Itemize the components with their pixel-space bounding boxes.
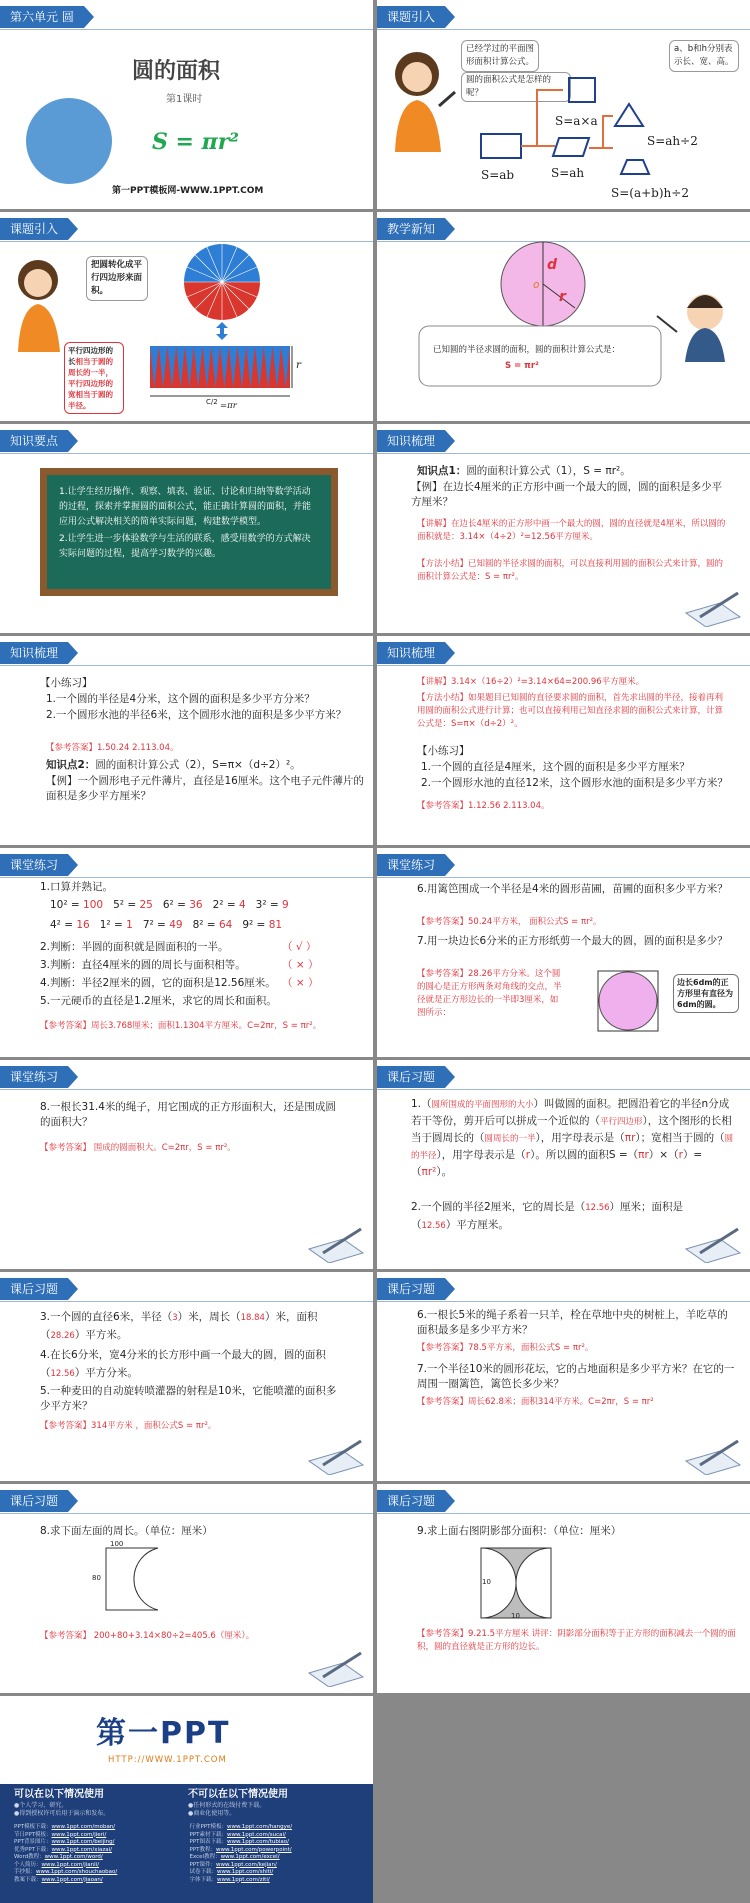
slide-new-knowledge (377, 212, 750, 421)
practice-answer: 【参考答案】1.12.56 2.113.04。 (417, 801, 550, 811)
slide-cover (0, 0, 373, 209)
slide-knowledge-3 (377, 636, 750, 845)
cover-title: 圆的面积 (132, 59, 221, 84)
link-row (190, 1832, 359, 1840)
slide-class-practice-2 (377, 848, 750, 1057)
hw-q6: 6.一根长5米的绳子系着一只羊，栓在草地中央的树桩上，羊吃草的面积最多是多少平方米？ (417, 1309, 728, 1336)
bubble-explain-a: 平行四边形的长 (68, 346, 113, 366)
base-frac: C/2 (206, 398, 218, 406)
height-label: r (296, 359, 302, 371)
practice-q2: 2.一个圆形水池的直径12米，这个圆形水池的面积是多少平方米？ (421, 777, 728, 789)
link-label: 字体下载： (189, 1876, 218, 1883)
judge-a3: （ × ） (282, 959, 319, 971)
slide-intro-2 (0, 212, 373, 421)
link-label: 手抄报： (14, 1869, 37, 1875)
hw-q8: 8.求下面左面的周长。（单位：厘米） (40, 1525, 213, 1537)
formula-rect: S=ab (481, 168, 515, 182)
q5: 5.一元硬币的直径是1.2厘米，求它的周长和面积。 (40, 995, 277, 1007)
squares-row-1 (50, 898, 289, 913)
link-row (14, 1869, 174, 1877)
link-label: PPT素材下载： (189, 1831, 228, 1838)
link-row (190, 1847, 359, 1855)
brand-url[interactable]: HTTP://WWW.1PPT.COM (108, 1755, 227, 1765)
link-label: PPT图表下载： (189, 1839, 228, 1845)
judge-a2: （ √ ） (282, 941, 317, 953)
link-label: Word教程： (14, 1854, 45, 1860)
judge-a4: （ × ） (282, 977, 319, 989)
formula-trapezoid: S=(a+b)h÷2 (611, 186, 689, 200)
point-2: 2.让学生进一步体验数学与生活的联系，感受用数学的方式解决实际问题的过程，提高学习数学的兴趣。 (59, 534, 311, 559)
blue-circle (26, 98, 112, 184)
notebook-pen-icon (680, 1223, 744, 1263)
links-right (190, 1824, 359, 1884)
q8-answer: 【参考答案】 围成的圆面积大。C=2πr，S = πr²。 (40, 1143, 236, 1153)
link-row (14, 1824, 174, 1832)
width-label: 100 (110, 1540, 124, 1548)
link-url[interactable]: www.1ppt.com/beijing/ (51, 1839, 115, 1845)
link-row (190, 1824, 359, 1832)
sq-item: 4² = 16 (50, 919, 90, 931)
link-url[interactable]: www.1ppt.com/shouchaobao/ (36, 1869, 118, 1875)
practice-answer: 【参考答案】1.50.24 2.113.04。 (46, 743, 179, 753)
brand-logo: 第一PPT (96, 1716, 231, 1751)
judge-q3: 3.判断：直径4厘米的圆的周长与面积相等。 (40, 959, 246, 971)
link-row (14, 1839, 174, 1847)
link-row (190, 1854, 359, 1862)
section-tag: 课堂练习 (0, 854, 68, 876)
section-tag: 课题引入 (0, 218, 68, 240)
link-url[interactable]: www.1ppt.com/excel/ (220, 1854, 280, 1860)
cannot-use-1: ●任何形式的在线付费下载。 (188, 1802, 266, 1809)
link-label: 个人简历： (14, 1861, 42, 1868)
slide-knowledge-2 (0, 636, 373, 845)
link-row (190, 1839, 359, 1847)
label-r: r (559, 289, 566, 305)
cover-formula: S = πr² (152, 129, 239, 155)
link-url[interactable]: www.1ppt.com/hangye/ (227, 1824, 293, 1830)
cannot-use-2: ●商业化使用等。 (188, 1810, 236, 1817)
formula-parallelogram: S=ah (551, 166, 585, 180)
link-row (14, 1832, 174, 1840)
link-row (190, 1869, 359, 1877)
sq-item: 2² = 4 (212, 899, 246, 911)
bubble-variables: a、b和h分别表示长、宽、高。 (669, 40, 739, 72)
sq-item: 8² = 64 (192, 919, 233, 931)
link-url[interactable]: www.1ppt.com/sucai/ (227, 1831, 286, 1838)
example-2: 【例】一个圆形电子元件薄片，直径是16厘米。这个电子元件薄片的面积是多少平方厘米？ (46, 775, 364, 802)
kp1-text: 圆的面积计算公式（1），S = πr²。 (466, 465, 631, 477)
q1-title: 1.口算并熟记。 (40, 881, 114, 893)
link-url[interactable]: www.1ppt.com/powerpoint/ (216, 1846, 292, 1853)
link-row (190, 1862, 359, 1870)
q7-answer: 【参考答案】28.26平方分米。这个圆的圆心是正方形两条对角线的交点，半径就是正方形边长的一半即3厘米，如图所示： (417, 969, 562, 1018)
rect-semicircle-figure (98, 1544, 208, 1614)
q6: 6.用篱笆围成一个半径是4米的圆形苗圃，苗圃的面积多少平方米？ (417, 883, 728, 895)
link-url[interactable]: www.1ppt.com/word/ (44, 1854, 103, 1860)
point-1: 1.让学生经历操作、观察、填表、验证、讨论和归纳等数学活动的过程，探索并掌握圆的面积公式，能正确计算圆的面积，并能应用公式解决相关的简单实际问题，构建数学模型。 (59, 487, 312, 527)
sq-item: 7² = 49 (142, 919, 183, 931)
link-row (14, 1862, 174, 1870)
explain-2: 【讲解】3.14×（16÷2）²=3.14×64=200.96平方厘米。 (417, 677, 645, 687)
section-tag: 课堂练习 (377, 854, 445, 876)
link-url[interactable]: www.1ppt.com/xiazai/ (51, 1846, 113, 1853)
q7: 7.用一块边长6分米的正方形纸剪一个最大的圆，圆的面积是多少？ (417, 935, 728, 947)
pizza-circle-diagram (0, 212, 373, 421)
hw-q9: 9.求上面右图阴影部分面积：（单位：厘米） (417, 1525, 622, 1537)
slide-knowledge-1 (377, 424, 750, 633)
q5-answer: 【参考答案】周长3.768厘米；面积1.1304平方厘米。C=2πr，S = πr²。 (40, 1021, 322, 1031)
squares-row-2 (50, 918, 282, 933)
knowledge-point-1 (417, 464, 737, 479)
label-o: o (533, 279, 540, 291)
slide-intro-1 (377, 0, 750, 209)
practice-title: 【小练习】 (417, 745, 470, 757)
slide-key-points (0, 424, 373, 633)
link-url[interactable]: www.1ppt.com/jiaoan/ (41, 1876, 103, 1883)
hw-q7-answer: 【参考答案】周长62.8米；面积314平方米。C=2πr，S = πr² (417, 1397, 654, 1407)
slide-copyright (0, 1696, 373, 1903)
sq-item: 6² = 36 (162, 899, 203, 911)
slide-homework-3 (377, 1272, 750, 1481)
bubble-transform: 把圆转化成平行四边形来面积。 (86, 256, 148, 301)
method-2: 【方法小结】如果题目已知圆的直径要求圆的面积，首先求出圆的半径，接着再利用圆的面积公式进行计算；也可以直接利用已知直径求圆的面积公式来计算，计算公式是：S=π×（d÷2）²。 (417, 693, 724, 729)
hw-q6-answer: 【参考答案】78.5平方米，面积公式S = πr²。 (417, 1343, 594, 1353)
knowledge-point-2 (46, 758, 366, 773)
example-1: 【例】在边长4厘米的正方形中画一个最大的圆，圆的面积是多少平方厘米？ (411, 481, 723, 508)
notebook-pen-icon (303, 1435, 367, 1475)
hw-q1: 1.（圆所围成的平面图形的大小）叫做圆的面积。把圆沿着它的半径n分成若干等份，剪开后可以拼成一个近似的（平行四边形），这个图形的长相当于圆周长的（圆周长的一半），用字母表示是（πr）；宽相当于圆的（圆的半径），用字母表示是（r）。所以圆的面积S =（πr）×（r）=（πr²）。 (411, 1098, 734, 1178)
kp1-label: 知识点1： (417, 465, 467, 477)
bottom-label: 10 (511, 1612, 520, 1620)
link-label: PPT背景图片： (14, 1839, 52, 1845)
method-1: 【方法小结】已知圆的半径求圆的面积，可以直接利用圆的面积公式来计算，圆的面积计算公式是：S = πr²。 (417, 559, 724, 582)
link-label: 试卷下载： (189, 1869, 218, 1875)
link-label: PPT课件： (189, 1861, 217, 1868)
practice-q1: 1.一个圆的直径是4厘米，这个圆的面积是多少平方厘米？ (421, 761, 690, 773)
link-label: Excel教程： (189, 1854, 221, 1860)
links-left (14, 1824, 174, 1884)
hw-q7: 7.一个半径10米的圆形花坛，它的占地面积是多少平方米？在它的一周围一圈篱笆，篱笆长多少米？ (417, 1363, 735, 1390)
sq-item: 3² = 9 (255, 899, 289, 911)
link-label: 节日PPT模板： (14, 1831, 52, 1838)
link-url[interactable]: www.1ppt.com/moban/ (51, 1824, 116, 1830)
bubble-known-formulas: 已经学过的平面图形面积计算公式。 (461, 40, 539, 72)
can-use-title: 可以在以下情况使用 (14, 1789, 104, 1800)
sq-item: 9² = 81 (242, 919, 283, 931)
section-tag: 知识梳理 (377, 430, 445, 452)
section-tag: 知识梳理 (0, 642, 68, 664)
license-panel (0, 1784, 373, 1903)
link-label: PPT教程： (189, 1846, 217, 1853)
link-url[interactable]: www.1ppt.com/tubiao/ (227, 1839, 289, 1845)
link-url[interactable]: www.1ppt.com/jieri/ (51, 1831, 107, 1838)
section-tag: 课题引入 (377, 6, 445, 28)
q6-answer: 【参考答案】50.24平方米， 面积公式S = πr²。 (417, 917, 602, 927)
section-tag: 课后习题 (377, 1490, 445, 1512)
kp2-label: 知识点2： (46, 759, 96, 771)
height-label: 80 (92, 1574, 101, 1582)
sq-item: 10² = 100 (50, 899, 104, 911)
practice-title: 【小练习】 (40, 677, 93, 689)
judge-q4: 4.判断：半径2厘米的圆，它的面积是12.56厘米。 (40, 977, 276, 989)
formula-question: 已知圆的半径求圆的面积，圆的面积计算公式是： (433, 345, 621, 355)
unit-tag: 第六单元 圆 (0, 6, 84, 28)
blackboard (40, 468, 338, 596)
section-tag: 课后习题 (377, 1066, 445, 1088)
hw-q5: 5.一种麦田的自动旋转喷灌器的射程是10米，它能喷灌的面积多少平方米？ (40, 1385, 337, 1412)
slide-class-practice-1 (0, 848, 373, 1057)
link-label: 优秀PPT下载： (14, 1846, 52, 1853)
section-tag: 知识要点 (0, 430, 68, 452)
notebook-pen-icon (303, 1223, 367, 1263)
link-label: 教案下载： (14, 1876, 42, 1883)
circle-d-r-diagram (377, 212, 750, 421)
can-use-1: ●个人学习、研究。 (14, 1802, 68, 1809)
diagram-note: 边长6dm的正方形里有直径为6dm的圆。 (673, 974, 739, 1013)
section-tag: 知识梳理 (377, 642, 445, 664)
sq-item: 1² = 1 (99, 919, 133, 931)
notebook-pen-icon (680, 587, 744, 627)
link-list (14, 1824, 359, 1884)
section-tag: 课堂练习 (0, 1066, 68, 1088)
link-label: PPT模板下载： (14, 1824, 52, 1830)
q8: 8.一根长31.4米的绳子，用它围成的正方形面积大，还是围成圆的面积大？ (40, 1101, 336, 1128)
square-circle-diagram (597, 970, 659, 1032)
cover-site: 第一PPT模板网-WWW.1PPT.COM (112, 186, 264, 196)
link-url[interactable]: www.1ppt.com/jianli/ (41, 1861, 100, 1868)
sq-item: 5² = 25 (113, 899, 153, 911)
formula-answer: S = πr² (505, 361, 539, 371)
practice-q2: 2.一个圆形水池的半径6米，这个圆形水池的面积是多少平方米？ (46, 709, 347, 721)
hw-q8-answer: 【参考答案】 200+80+3.14×80÷2=405.6（厘米）。 (40, 1631, 255, 1641)
notebook-pen-icon (303, 1647, 367, 1687)
section-tag: 课后习题 (0, 1490, 68, 1512)
link-url[interactable]: www.1ppt.com/kejian/ (216, 1861, 277, 1868)
hw-q9-answer: 【参考答案】9.21.5平方厘米 讲评：阴影部分面积等于正方形的面积减去一个圆的面积，圆的直径就是正方形的边长。 (417, 1629, 736, 1652)
slide-homework-5 (377, 1484, 750, 1693)
hw-q3: 3.一个圆的直径6米，半径（3）米，周长（18.84）米，面积（28.26）平方米。 (40, 1311, 318, 1341)
link-row (14, 1847, 174, 1855)
link-row (190, 1877, 359, 1885)
hw-q5-answer: 【参考答案】314平方米 ，面积公式S = πr²。 (40, 1421, 217, 1431)
link-row (14, 1854, 174, 1862)
link-url[interactable]: www.1ppt.com/ziti/ (217, 1876, 270, 1883)
section-tag: 课后习题 (377, 1278, 445, 1300)
slide-class-practice-3 (0, 1060, 373, 1269)
judge-q2: 2.判断：半圆的面积就是圆面积的一半。 (40, 941, 229, 953)
hw-q4: 4.在长6分米，宽4分米的长方形中画一个最大的圆，圆的面积（12.56）平方分米。 (40, 1349, 326, 1379)
link-url[interactable]: www.1ppt.com/shiti/ (217, 1869, 274, 1875)
can-use-2: ●得到授权许可后用于演示和发布。 (14, 1810, 110, 1817)
kp2-text: 圆的面积计算公式（2），S=π×（d÷2）²。 (95, 759, 301, 771)
link-row (14, 1877, 174, 1885)
link-label: 行业PPT模板： (189, 1824, 228, 1830)
formula-square: S=a×a (555, 114, 598, 128)
notebook-pen-icon (680, 1435, 744, 1475)
label-d: d (547, 257, 558, 273)
cannot-use-title: 不可以在以下情况使用 (188, 1789, 288, 1800)
practice-q1: 1.一个圆的半径是4分米，这个圆的面积是多少平方分米？ (46, 693, 315, 705)
bubble-explain-b: 相当于圆的周长的一半，平行四边形的宽相当于圆的半径。 (68, 357, 113, 410)
slide-homework-1 (377, 1060, 750, 1269)
explain-1: 【讲解】在边长4厘米的正方形中画一个最大的圆，圆的直径就是4厘米，所以圆的面积就是：3.14×（4÷2）²=12.56平方厘米。 (417, 519, 726, 542)
formula-triangle: S=ah÷2 (647, 134, 698, 148)
section-tag: 课后习题 (0, 1278, 68, 1300)
side-label: 10 (482, 1578, 491, 1586)
slide-homework-4 (0, 1484, 373, 1693)
section-tag: 教学新知 (377, 218, 445, 240)
base-label: =πr (220, 401, 237, 411)
hw-q2: 2.一个圆的半径2厘米，它的周长是（12.56）厘米；面积是（12.56）平方厘米。 (411, 1201, 684, 1231)
bubble-question: 圆的面积公式是怎样的呢？ (461, 72, 571, 102)
slide-homework-2 (0, 1272, 373, 1481)
cover-subtitle: 第1课时 (166, 94, 203, 105)
